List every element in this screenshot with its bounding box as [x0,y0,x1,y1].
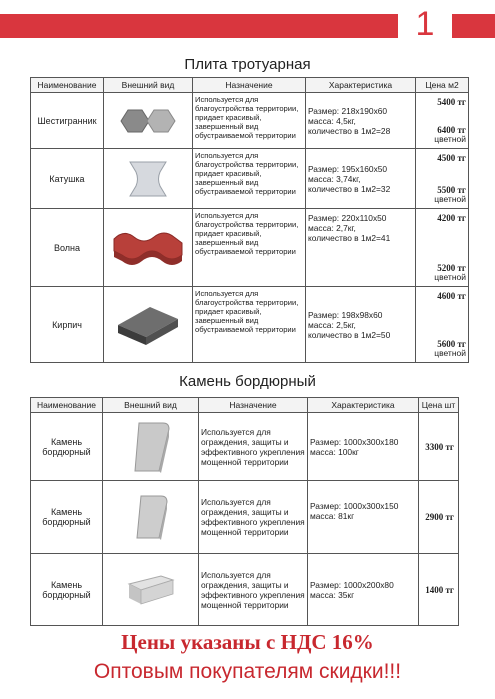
product-characteristics [308,554,419,626]
char-size: Размер: 198х98х60 [308,309,383,320]
price-gray: 5400 тг [437,97,466,107]
price-colored-value: 5200 тг [437,263,466,273]
product-characteristics [308,481,419,554]
product-characteristics [308,413,419,481]
price-gray: 4500 тг [437,153,466,163]
col-header-appearance: Внешний вид [103,398,199,413]
char-size: Размер: 1000х300х180 [310,436,399,447]
product-image-cell [103,481,199,554]
char-size: Размер: 1000х200х80 [310,579,394,590]
product-name: Волна [31,209,104,287]
product-characteristics [306,209,416,287]
price-cell [416,93,469,149]
curb-table [30,397,459,626]
col-header-price: Цена м2 [416,78,469,93]
color-label: цветной [434,134,466,144]
table-row [31,287,469,363]
price-colored-value: 6400 тг [437,125,466,135]
table-row [31,209,469,287]
col-header-name: Наименование [31,398,103,413]
product-image-cell [104,93,193,149]
product-name: Шестигранник [31,93,104,149]
product-characteristics [306,93,416,149]
product-purpose: Используется для благоустройства территории, придает красивый, завершенный вид обустраиваемой территории [193,149,306,209]
table-row [31,554,459,626]
price-gray: 4200 тг [437,213,466,223]
color-label: цветной [434,348,466,358]
price-cell: 1400 тг [419,554,459,626]
char-mass: масса: 3,74кг, [308,173,361,184]
paving-table [30,77,469,363]
price-cell [416,287,469,363]
col-header-price: Цена шт [419,398,459,413]
table-row [31,93,469,149]
hexagon-paver-image [104,106,192,136]
curb-stone-image [103,568,198,612]
wave-paver-image [104,223,192,273]
char-mass: масса: 35кг [310,589,355,600]
product-name: Катушка [31,149,104,209]
char-quantity: количество в 1м2=41 [308,233,391,243]
char-quantity: количество в 1м2=28 [308,125,391,136]
price-colored [434,186,466,204]
curb-stone-image [103,492,198,542]
color-label: цветной [434,194,466,204]
section-title-paving: Плита тротуарная [184,56,311,73]
product-image-cell [104,209,193,287]
char-quantity: количество в 1м2=32 [308,183,391,194]
brick-paver-image [104,301,192,349]
product-image-cell [103,554,199,626]
product-purpose: Используется для ограждения, защиты и эффективного укрепления мощенной территории [199,413,308,481]
char-mass: масса: 81кг [310,511,355,521]
section-title-curb: Камень бордюрный [179,373,316,390]
price-colored [434,126,466,144]
price-colored [434,264,466,282]
table-row [31,413,459,481]
header-red-bar [0,14,398,38]
color-label: цветной [434,272,466,282]
price-cell [416,149,469,209]
product-image-cell [104,149,193,209]
char-mass: масса: 4,5кг, [308,115,356,126]
col-header-purpose: Назначение [193,78,306,93]
product-purpose: Используется для благоустройства территории, придает красивый, завершенный вид обустраиваемой территории [193,93,306,149]
product-name: Камень бордюрный [31,481,103,554]
char-size: Размер: 218х190х60 [308,105,388,116]
char-size: Размер: 220х110х50 [308,213,387,223]
product-characteristics [306,149,416,209]
col-header-appearance: Внешний вид [104,78,193,93]
page-number: 1 [415,5,435,43]
char-size: Размер: 195х160х50 [308,163,388,174]
price-cell: 2900 тг [419,481,459,554]
product-name: Камень бордюрный [31,413,103,481]
char-mass: масса: 100кг [310,446,359,457]
price-cell: 3300 тг [419,413,459,481]
header-red-bar-right [452,14,495,38]
curb-stone-image [103,419,198,475]
product-purpose: Используется для благоустройства территории, придает красивый, завершенный вид обустраиваемой территории [193,209,306,287]
col-header-purpose: Назначение [199,398,308,413]
price-colored [434,340,466,358]
table-row [31,149,469,209]
product-purpose: Используется для благоустройства территории, придает красивый, завершенный вид обустраиваемой территории [193,287,306,363]
product-name: Кирпич [31,287,104,363]
char-mass: масса: 2,7кг, [308,223,356,233]
price-colored-value: 5600 тг [437,339,466,349]
katushka-paver-image [104,158,192,200]
vat-notice: Цены указаны с НДС 16% [121,630,374,654]
table-header-row [31,398,459,413]
char-size: Размер: 1000х300х150 [310,501,399,511]
wholesale-discount-notice: Оптовым покупателям скидки!!! [93,660,402,683]
col-header-characteristics: Характеристика [308,398,419,413]
price-gray: 4600 тг [437,291,466,301]
product-image-cell [104,287,193,363]
price-cell [416,209,469,287]
product-purpose: Используется для ограждения, защиты и эффективного укрепления мощенной территории [199,481,308,554]
char-mass: масса: 2,5кг, [308,319,356,330]
col-header-characteristics: Характеристика [306,78,416,93]
product-image-cell [103,413,199,481]
col-header-name: Наименование [31,78,104,93]
product-purpose: Используется для ограждения, защиты и эффективного укрепления мощенной территории [199,554,308,626]
table-header-row [31,78,469,93]
price-colored-value: 5500 тг [437,185,466,195]
product-characteristics [306,287,416,363]
char-quantity: количество в 1м2=50 [308,329,391,340]
product-name: Камень бордюрный [31,554,103,626]
table-row [31,481,459,554]
